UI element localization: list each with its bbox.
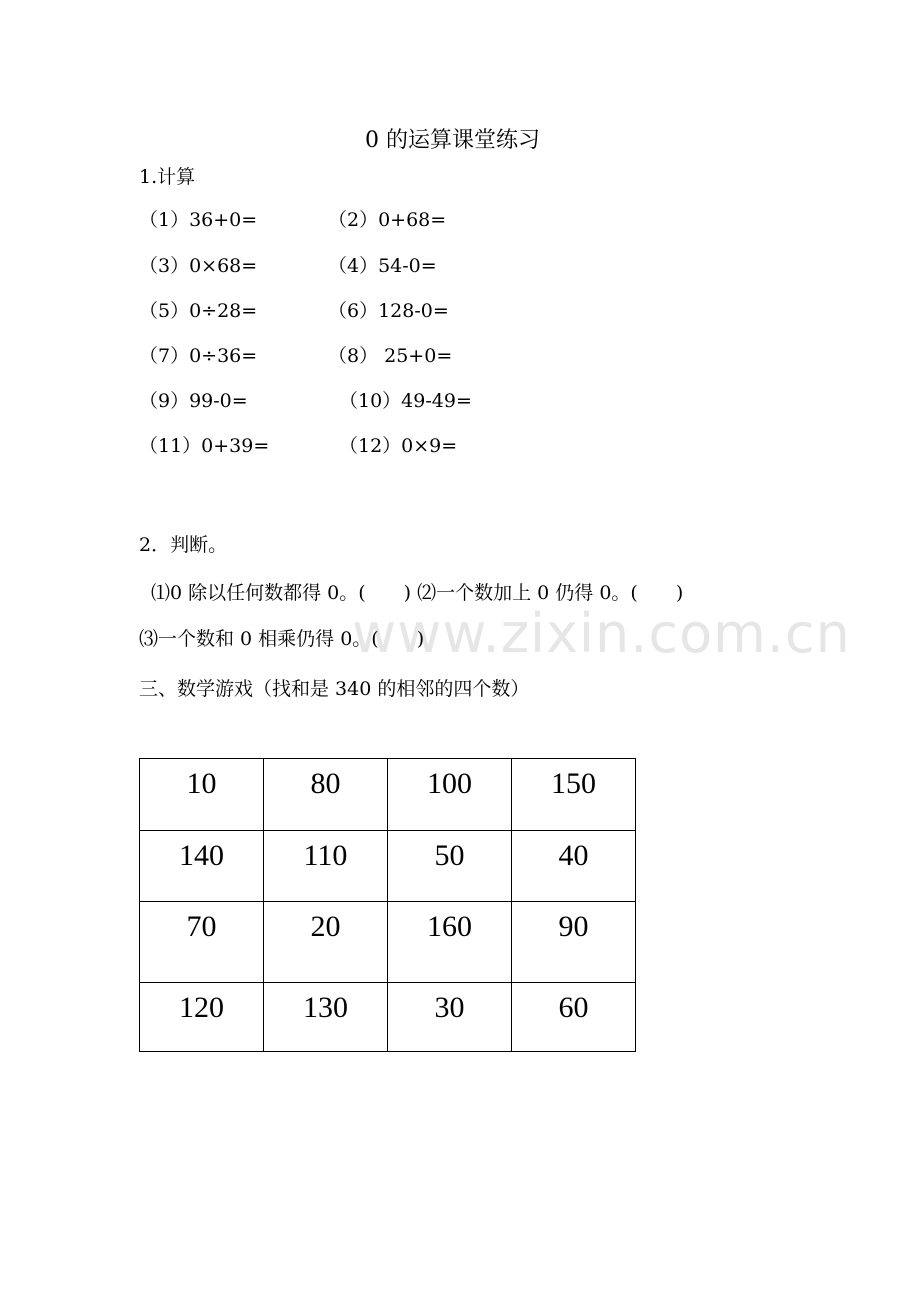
grid-cell: 130 (264, 983, 388, 1052)
grid-row (140, 759, 636, 831)
calc-item-5: （5）0÷28= (139, 300, 258, 322)
calc-item-9: （9）99-0= (139, 390, 248, 412)
grid-cell: 10 (140, 759, 264, 831)
calc-item-8: （8） 25+0= (328, 345, 453, 367)
grid-cell: 160 (388, 902, 512, 983)
calc-item-4: （4）54-0= (328, 255, 437, 277)
judgement-line-1: ⑴0 除以任何数都得 0。( ) ⑵一个数加上 0 仍得 0。( ) (151, 582, 684, 604)
calc-item-6: （6）128-0= (328, 300, 449, 322)
calc-item-11: （11）0+39= (139, 435, 270, 457)
number-grid (139, 758, 636, 1052)
calc-item-2: （2）0+68= (328, 209, 447, 231)
grid-cell: 70 (140, 902, 264, 983)
grid-cell: 60 (512, 983, 636, 1052)
grid-cell: 40 (512, 831, 636, 902)
judgement-line-2: ⑶一个数和 0 相乘仍得 0。( ) (139, 628, 425, 650)
grid-cell: 100 (388, 759, 512, 831)
calc-item-1: （1）36+0= (139, 209, 258, 231)
watermark: www.zixin.com.cn (352, 602, 851, 665)
page-title: 0 的运算课堂练习 (365, 128, 540, 153)
calc-item-12: （12）0×9= (339, 435, 458, 457)
grid-cell: 140 (140, 831, 264, 902)
grid-cell: 30 (388, 983, 512, 1052)
calc-item-10: （10）49-49= (339, 390, 472, 412)
calc-item-3: （3）0×68= (139, 255, 258, 277)
grid-row (140, 902, 636, 983)
grid-cell: 20 (264, 902, 388, 983)
grid-cell: 120 (140, 983, 264, 1052)
grid-cell: 110 (264, 831, 388, 902)
grid-cell: 150 (512, 759, 636, 831)
section2-heading: 2．判断。 (139, 534, 228, 556)
calc-item-7: （7）0÷36= (139, 345, 258, 367)
section1-heading: 1.计算 (139, 166, 196, 188)
grid-row (140, 983, 636, 1052)
section3-heading: 三、数学游戏（找和是 340 的相邻的四个数） (139, 678, 530, 700)
grid-cell: 90 (512, 902, 636, 983)
grid-cell: 50 (388, 831, 512, 902)
grid-row (140, 831, 636, 902)
grid-cell: 80 (264, 759, 388, 831)
